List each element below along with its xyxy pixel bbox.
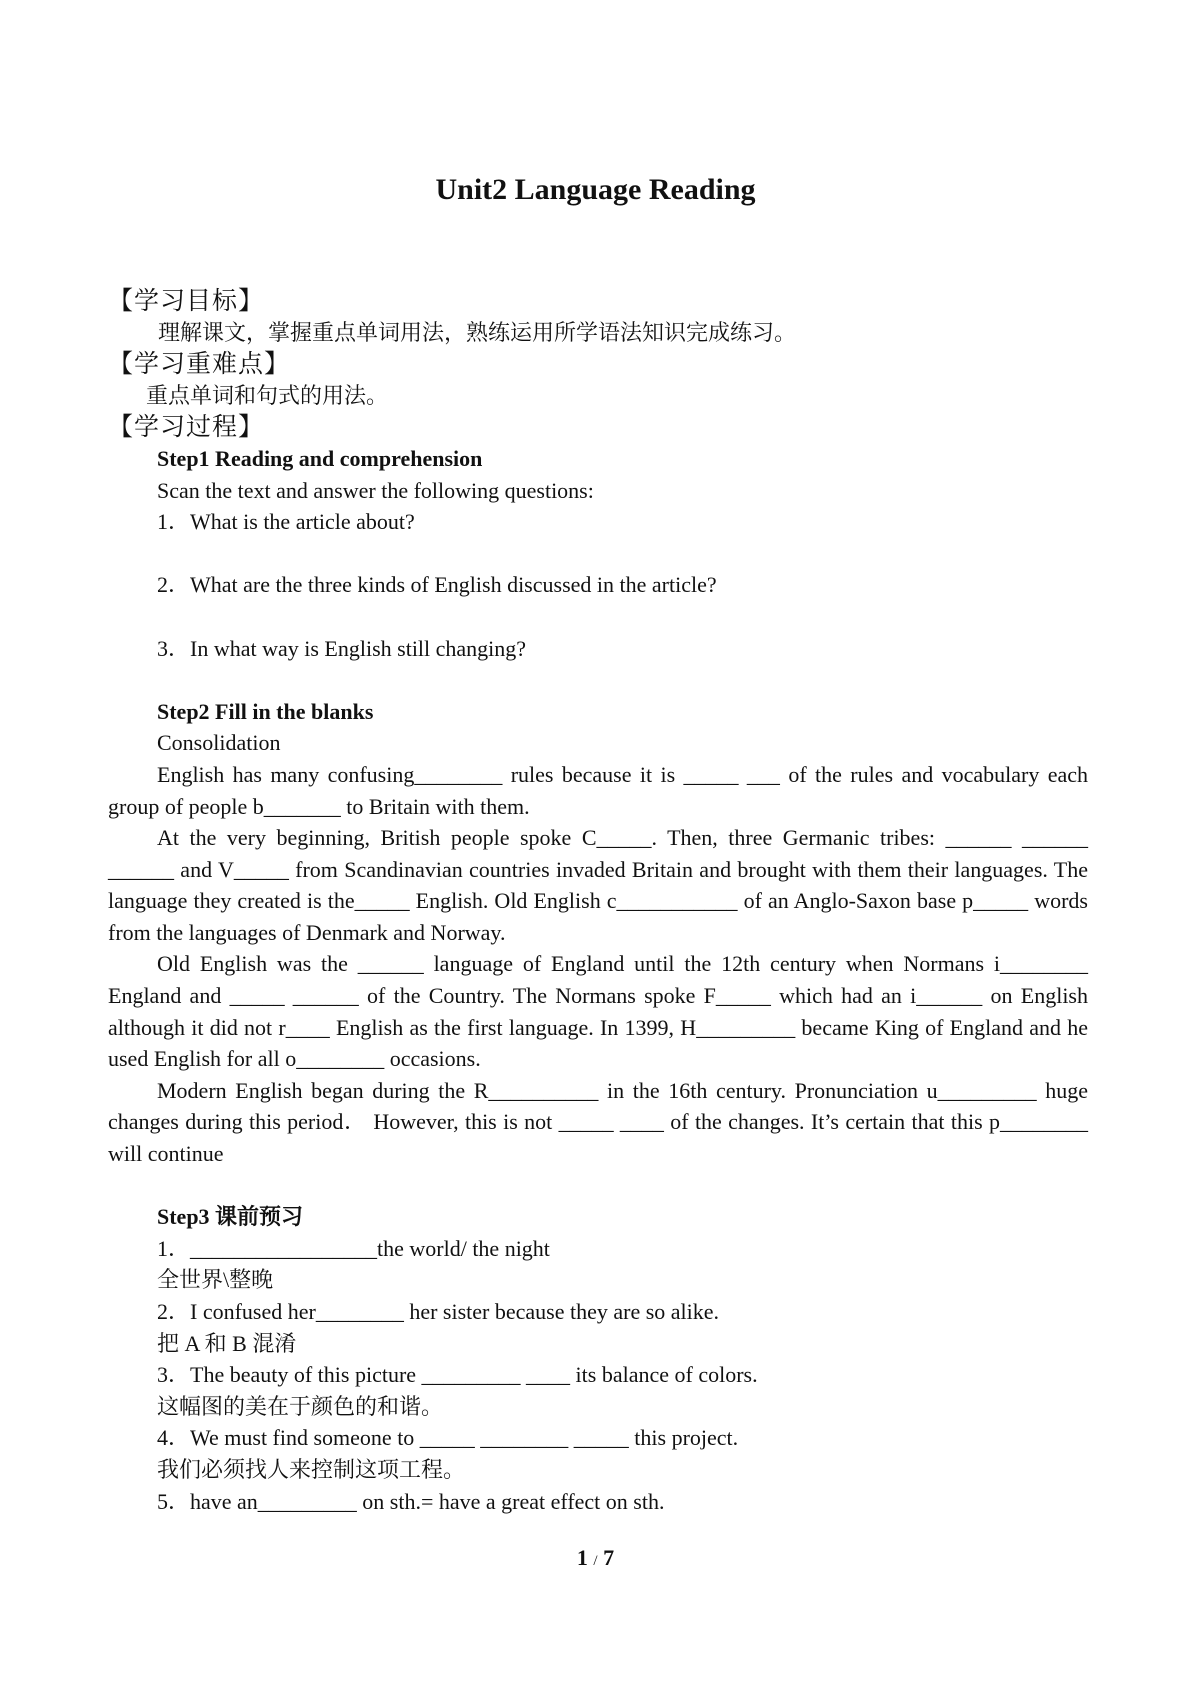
step3-item-zh: 我们必须找人来控制这项工程。: [157, 1456, 466, 1482]
step1-title: Step1 Reading and comprehension: [157, 445, 483, 471]
step2-paragraph: Modern English began during the R__________ in the 16th century. Pronunciation u_________ huge changes during this period． However, this is not _____ ____ of the changes. It’s certain that this p________ will continue: [108, 1077, 1088, 1167]
step2-paragraph: At the very beginning, British people spoke C_____. Then, three Germanic tribes: ______ ______ ______ and V_____ from Scandinavian countries invaded Britain and brought with them their languages. The language they created is the_____ English. Old English c___________ of an Anglo-Saxon base p_____ words from the languages of Denmark and Norway.: [108, 825, 1088, 945]
step3-title: Step3 课前预习: [157, 1204, 304, 1230]
step3-item-zh: 全世界\整晚: [157, 1267, 274, 1293]
step1-question: 3．In what way is English still changing?: [157, 635, 527, 661]
step2-subtitle: Consolidation: [157, 730, 281, 756]
goals-text: 理解课文，掌握重点单词用法，熟练运用所学语法知识完成练习。: [158, 319, 797, 345]
step3-item-zh: 把 A 和 B 混淆: [157, 1330, 297, 1356]
document-title: Unit2 Language Reading: [435, 173, 756, 206]
process-heading: 【学习过程】: [108, 412, 265, 442]
step3-item-zh: 这幅图的美在于颜色的和谐。: [157, 1393, 444, 1419]
step2-paragraph: English has many confusing________ rules because it is _____ ___ of the rules and vocabulary each group of people b_______ to Britain with them.: [108, 761, 1088, 819]
difficulties-heading: 【学习重难点】: [108, 349, 291, 379]
difficulties-text: 重点单词和句式的用法。: [146, 382, 389, 408]
total-pages-number: 7: [603, 1545, 615, 1570]
document-body: [108, 285, 1088, 1517]
step3-item-en: 5．have an_________ on sth.= have a great effect on sth.: [157, 1488, 665, 1514]
step1-question: 1．What is the article about?: [157, 509, 415, 535]
step3-item-en: 1．_________________the world/ the night: [157, 1235, 550, 1261]
page-number: [0, 1545, 1191, 1571]
step1-intro: Scan the text and answer the following questions:: [157, 477, 594, 503]
goals-heading: 【学习目标】: [108, 286, 265, 315]
step2-title: Step2 Fill in the blanks: [157, 698, 374, 724]
step3-item-en: 4．We must find someone to _____ ________ _____ this project.: [157, 1425, 739, 1451]
step2-paragraph: Old English was the ______ language of England until the 12th century when Normans i________ England and _____ ______ of the Country. The Normans spoke F_____ which had an i______ on English although it did not r____ English as the first language. In 1399, H_________ became King of England and he used English for all o________ occasions.: [108, 951, 1088, 1072]
step3-item-en: 2．I confused her________ her sister because they are so alike.: [157, 1299, 720, 1324]
page-separator: /: [593, 1553, 598, 1569]
step3-item-en: 3．The beauty of this picture _________ ____ its balance of colors.: [157, 1362, 758, 1388]
current-page-number: 1: [576, 1545, 588, 1570]
step1-question: 2．What are the three kinds of English discussed in the article?: [157, 572, 717, 598]
